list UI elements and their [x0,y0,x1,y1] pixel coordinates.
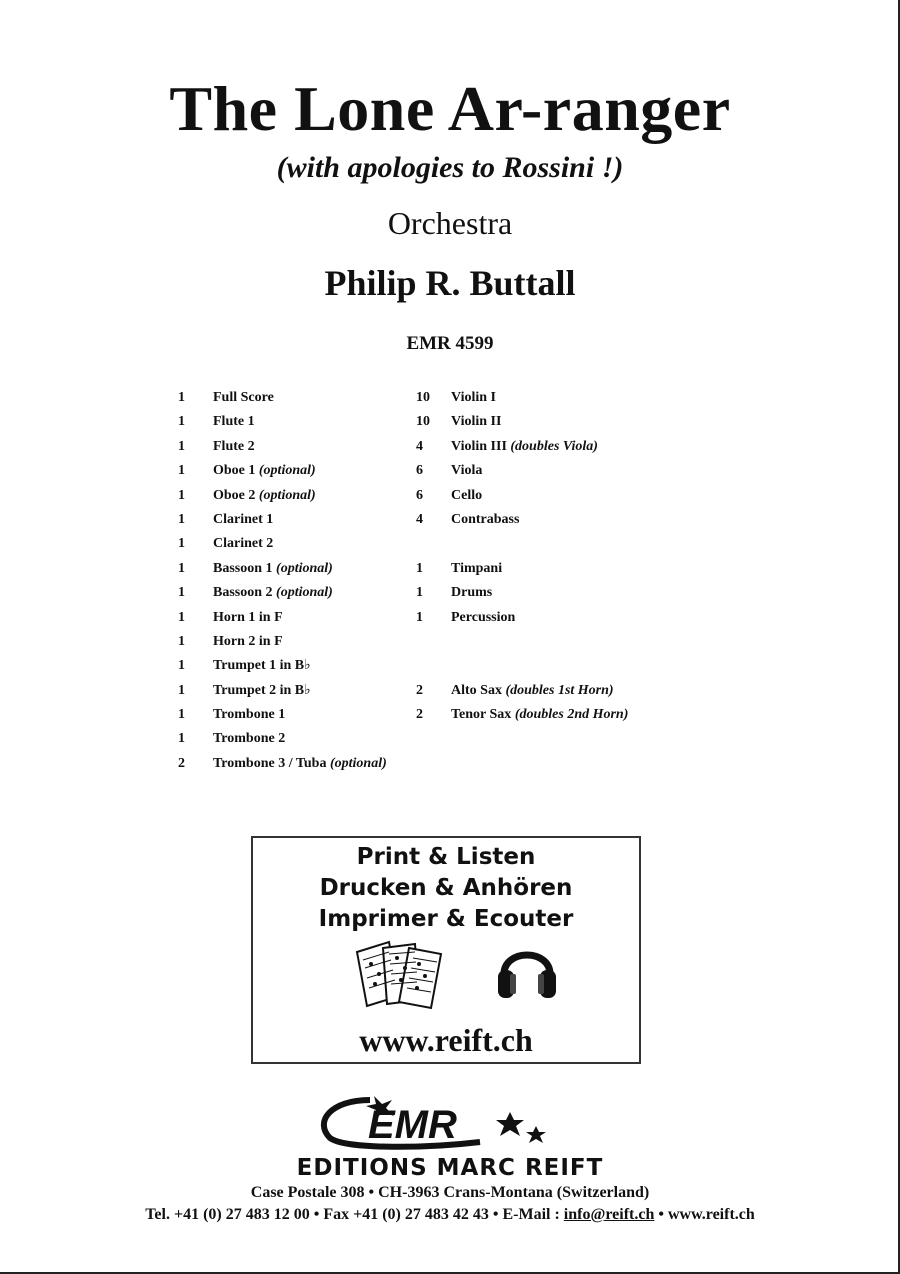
part-name [451,459,482,483]
part-name [213,410,255,434]
part-name-text: Flute 2 [213,438,255,454]
part-name-text: Contrabass [451,511,520,527]
part-quantity: 1 [178,585,185,601]
part-name [213,703,285,727]
part-name-text: Bassoon 2 [213,585,277,601]
part-name [213,581,333,605]
part-quantity: 4 [416,438,423,454]
part-name-text: Trombone 1 [213,707,286,723]
ensemble-label: Orchestra [387,205,513,241]
part-name [213,679,311,703]
emr-logo [310,1092,570,1157]
print-listen-box[interactable] [251,836,641,1064]
part-name-text: Cello [451,487,483,503]
part-note: (doubles 2nd Horn) [514,707,629,723]
part-quantity: 2 [178,755,185,771]
part-name [451,703,628,727]
part-name [213,386,274,410]
part-quantity: 1 [178,487,185,503]
promo-line-german: Drucken & Anhören [319,875,573,901]
promo-line-english: Print & Listen [356,844,536,870]
part-quantity: 1 [178,658,185,674]
part-name [213,484,316,508]
part-name [451,606,515,630]
part-name-text: Violin II [451,414,502,430]
contact-phone-fax: Tel. +41 (0) 27 483 12 00 • Fax +41 (0) 27 483 42 43 • E-Mail : [145,1206,564,1223]
part-quantity: 1 [178,511,185,527]
part-name [451,386,496,410]
part-name-text: Trombone 3 / Tuba [213,755,330,771]
publisher-name: EDITIONS MARC REIFT [296,1155,604,1181]
part-name-text: Timpani [451,560,503,576]
part-note: (optional) [258,463,316,479]
part-note: (optional) [329,755,387,771]
part-name [451,484,482,508]
part-name-text: Percussion [451,609,516,625]
email-link[interactable]: info@reift.ch [563,1206,655,1223]
part-quantity: 1 [178,390,185,405]
part-quantity: 1 [178,560,185,576]
part-name-text: Alto Sax [451,682,506,698]
part-name-text: Oboe 2 [213,487,259,503]
part-quantity: 2 [416,682,423,698]
part-name-text: Viola [451,463,483,479]
part-name-text: Bassoon 1 [213,560,277,576]
part-quantity: 6 [416,487,423,503]
part-quantity: 1 [178,609,185,625]
part-quantity: 1 [178,707,185,723]
part-name [213,532,273,556]
part-quantity: 1 [178,438,185,454]
part-name [213,435,255,459]
part-quantity: 6 [416,463,423,479]
catalog-number: EMR 4599 [406,333,494,354]
part-note: (doubles Viola) [510,438,598,454]
part-name-text: Clarinet 1 [213,511,274,527]
part-name [213,606,283,630]
part-quantity: 1 [178,731,185,747]
promo-line-french: Imprimer & Ecouter [318,906,574,932]
part-name [213,727,285,751]
part-quantity: 1 [178,633,185,649]
part-name [213,630,283,654]
part-name-text: Full Score [213,390,274,405]
part-name-text: Flute 1 [213,414,255,430]
part-note: (optional) [258,487,316,503]
part-name-text: Oboe 1 [213,463,259,479]
sheet-music-icon [353,938,449,1016]
part-name-text: Horn 2 in F [213,633,283,649]
part-quantity: 1 [416,609,423,625]
part-name [213,654,311,678]
part-name [213,508,273,532]
part-name-text: Trumpet 2 in B♭ [213,682,311,698]
part-note: (optional) [276,560,333,576]
part-name [213,557,333,581]
part-quantity: 1 [178,463,185,479]
part-name [451,435,598,459]
contact-website[interactable]: • www.reift.ch [654,1206,755,1223]
headphones-icon [496,936,558,1006]
part-quantity: 1 [416,560,423,576]
subtitle: (with apologies to Rossini !) [276,151,624,184]
part-quantity: 4 [416,511,423,527]
part-note: (doubles 1st Horn) [505,682,614,698]
publisher-address: Case Postale 308 • CH-3963 Crans-Montana (Switzerland) [250,1184,650,1201]
part-name [213,752,387,776]
part-name-text: Tenor Sax [451,707,515,723]
part-quantity: 1 [178,682,185,698]
part-name [213,459,316,483]
publisher-contact [0,1206,900,1224]
part-quantity: 1 [416,585,423,601]
part-quantity: 2 [416,707,423,723]
part-name [451,679,614,703]
part-name-text: Drums [451,585,493,601]
part-quantity: 1 [178,536,185,552]
part-name [451,557,502,581]
part-name-text: Clarinet 2 [213,536,274,552]
part-quantity: 10 [416,390,430,405]
part-note: (optional) [276,585,333,601]
part-name [451,410,501,434]
emr-logo-text: EMR [368,1103,457,1147]
part-name [451,581,492,605]
part-name-text: Horn 1 in F [213,609,283,625]
part-name-text: Trumpet 1 in B♭ [213,658,311,674]
part-name-text: Violin I [451,390,496,405]
part-quantity: 1 [178,414,185,430]
promo-url-link[interactable]: www.reift.ch [359,1022,533,1058]
part-name-text: Trombone 2 [213,731,286,747]
part-name-text: Violin III [451,438,511,454]
composer-name: Philip R. Buttall [324,263,576,303]
part-name [451,508,519,532]
page-title: The Lone Ar-ranger [169,73,731,144]
part-quantity: 10 [416,414,430,430]
